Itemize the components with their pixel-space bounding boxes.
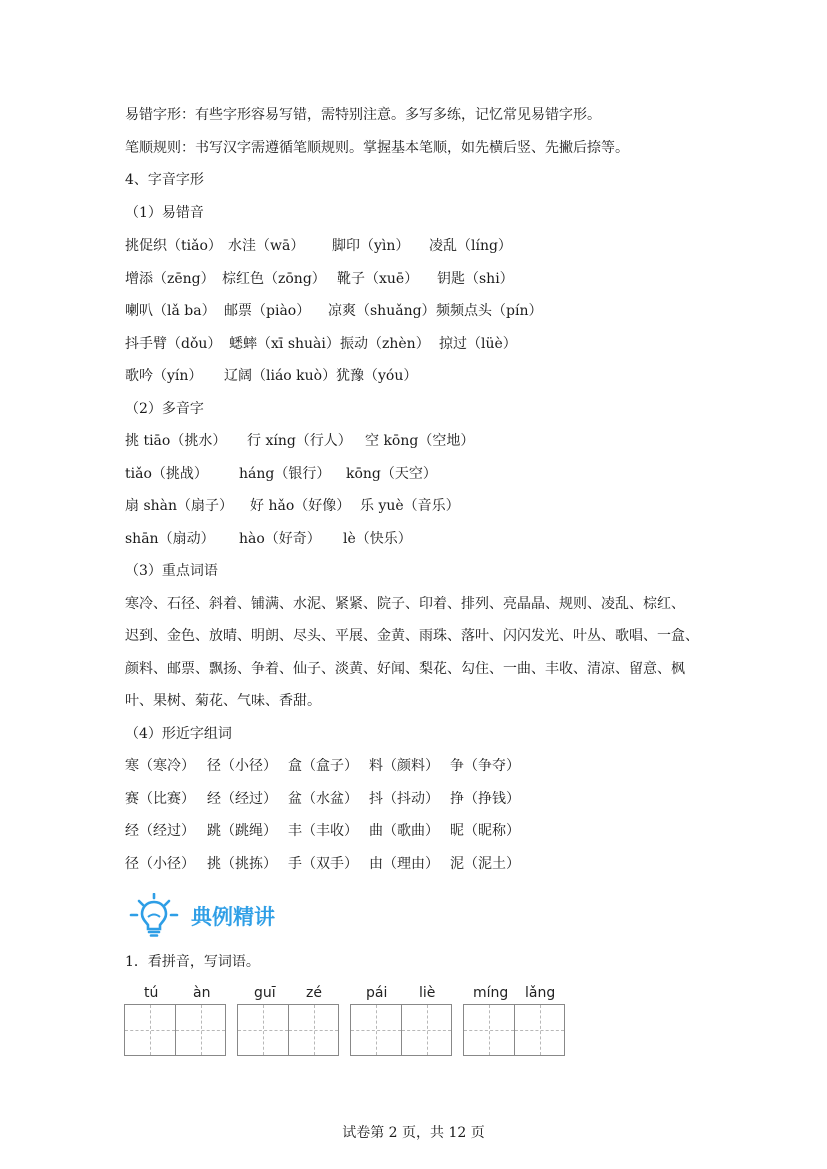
shape-item: 寒（寒冷） <box>125 758 195 774</box>
shape-item: 泥（泥土） <box>450 856 520 872</box>
pinyin-label: pái <box>366 985 388 1001</box>
pron-item: 钥匙（shi） <box>437 271 514 287</box>
writing-grid[interactable] <box>463 1004 565 1056</box>
shape-item: 经（经过） <box>125 823 195 839</box>
text-line-stroke-order: 笔顺规则：书写汉字需遵循笔顺规则。掌握基本笔顺，如先横后竖、先撇后捺等。 <box>125 140 629 156</box>
key-words-line: 寒冷、石径、斜着、铺满、水泥、紧紧、院子、印着、排列、亮晶晶、规则、凌乱、棕红、 <box>125 596 685 612</box>
poly-item: tiǎo（挑战） <box>125 466 208 482</box>
shape-item: 盆（水盆） <box>288 791 358 807</box>
shape-item: 跳（跳绳） <box>207 823 277 839</box>
shape-item: 盒（盒子） <box>288 758 358 774</box>
key-words-line: 颜料、邮票、飘扬、争着、仙子、淡黄、好闻、梨花、勾住、一曲、丰收、清凉、留意、枫 <box>125 661 685 677</box>
banner-title: 典例精讲 <box>191 905 275 929</box>
poly-item: 挑 tiāo（挑水） <box>125 433 227 449</box>
subheading-key-words: （3）重点词语 <box>125 563 218 579</box>
pron-item: 辽阔（liáo kuò） <box>224 368 337 384</box>
writing-cell[interactable] <box>288 1005 338 1055</box>
pron-item: 凉爽（shuǎng） <box>328 303 436 319</box>
pinyin-label: guī <box>254 985 276 1001</box>
key-words-line: 叶、果树、菊花、气味、香甜。 <box>125 693 321 709</box>
question-1-prompt: 1．看拼音，写词语。 <box>125 954 260 970</box>
shape-item: 丰（丰收） <box>288 823 358 839</box>
pron-item: 抖手臂（dǒu） <box>125 336 222 352</box>
pron-item: 歌吟（yín） <box>125 368 203 384</box>
pron-item: 脚印（yìn） <box>332 238 410 254</box>
subheading-easy-pronunciation: （1）易错音 <box>125 205 204 221</box>
writing-cell[interactable] <box>175 1005 225 1055</box>
shape-item: 赛（比赛） <box>125 791 195 807</box>
lightbulb-icon <box>128 893 180 937</box>
section-heading-4: 4、字音字形 <box>125 172 204 188</box>
poly-item: háng（银行） <box>239 466 331 482</box>
example-section-banner <box>128 893 275 937</box>
poly-item: 乐 yuè（音乐） <box>360 498 460 514</box>
writing-cell[interactable] <box>464 1005 514 1055</box>
subheading-polyphonic: （2）多音字 <box>125 401 204 417</box>
pinyin-label: liè <box>419 985 436 1001</box>
pron-item: 犹豫（yóu） <box>336 368 418 384</box>
poly-item: lè（快乐） <box>343 531 412 547</box>
shape-item: 径（小径） <box>125 856 195 872</box>
shape-item: 曲（歌曲） <box>369 823 439 839</box>
pron-item: 水洼（wā） <box>228 238 305 254</box>
pron-item: 邮票（piào） <box>224 303 311 319</box>
pron-item: 增添（zēng） <box>125 271 215 287</box>
shape-item: 由（理由） <box>369 856 439 872</box>
text-line-easy-glyph: 易错字形：有些字形容易写错，需特别注意。多写多练，记忆常见易错字形。 <box>125 107 601 123</box>
poly-item: kōng（天空） <box>346 466 437 482</box>
shape-item: 料（颜料） <box>369 758 439 774</box>
writing-cell[interactable] <box>351 1005 401 1055</box>
pron-item: 喇叭（lǎ ba） <box>125 303 216 319</box>
shape-item: 挣（挣钱） <box>450 791 520 807</box>
shape-item: 抖（抖动） <box>369 791 439 807</box>
poly-item: 好 hǎo（好像） <box>250 498 351 514</box>
page-footer: 试卷第 2 页，共 12 页 <box>342 1125 485 1141</box>
writing-grid[interactable] <box>237 1004 339 1056</box>
pinyin-label: zé <box>306 985 322 1001</box>
poly-item: 空 kōng（空地） <box>365 433 475 449</box>
shape-item: 挑（挑拣） <box>207 856 277 872</box>
poly-item: hào（好奇） <box>239 531 321 547</box>
pinyin-label: lǎng <box>525 985 556 1001</box>
pinyin-label: àn <box>193 985 211 1001</box>
shape-item: 昵（昵称） <box>450 823 520 839</box>
poly-item: shān（扇动） <box>125 531 215 547</box>
shape-item: 争（争夺） <box>450 758 520 774</box>
pron-item: 挑促织（tiǎo） <box>125 238 222 254</box>
writing-cell[interactable] <box>401 1005 451 1055</box>
writing-grid[interactable] <box>124 1004 226 1056</box>
writing-grid[interactable] <box>350 1004 452 1056</box>
key-words-line: 迟到、金色、放晴、明朗、尽头、平展、金黄、雨珠、落叶、闪闪发光、叶丛、歌唱、一盒、 <box>125 628 699 644</box>
pron-item: 棕红色（zōng） <box>222 271 326 287</box>
pinyin-label: tú <box>144 985 159 1001</box>
writing-cell[interactable] <box>125 1005 175 1055</box>
pron-item: 靴子（xuē） <box>337 271 419 287</box>
poly-item: 行 xíng（行人） <box>247 433 352 449</box>
subheading-similar-shapes: （4）形近字组词 <box>125 726 232 742</box>
shape-item: 径（小径） <box>207 758 277 774</box>
pron-item: 掠过（lüè） <box>439 336 517 352</box>
pron-item: 振动（zhèn） <box>340 336 430 352</box>
pron-item: 凌乱（líng） <box>429 238 512 254</box>
pron-item: 蟋蟀（xī shuài） <box>229 336 340 352</box>
shape-item: 经（经过） <box>207 791 277 807</box>
pinyin-label: míng <box>473 985 509 1001</box>
writing-cell[interactable] <box>238 1005 288 1055</box>
shape-item: 手（双手） <box>288 856 358 872</box>
pron-item: 频频点头（pín） <box>436 303 543 319</box>
poly-item: 扇 shàn（扇子） <box>125 498 234 514</box>
writing-cell[interactable] <box>514 1005 564 1055</box>
